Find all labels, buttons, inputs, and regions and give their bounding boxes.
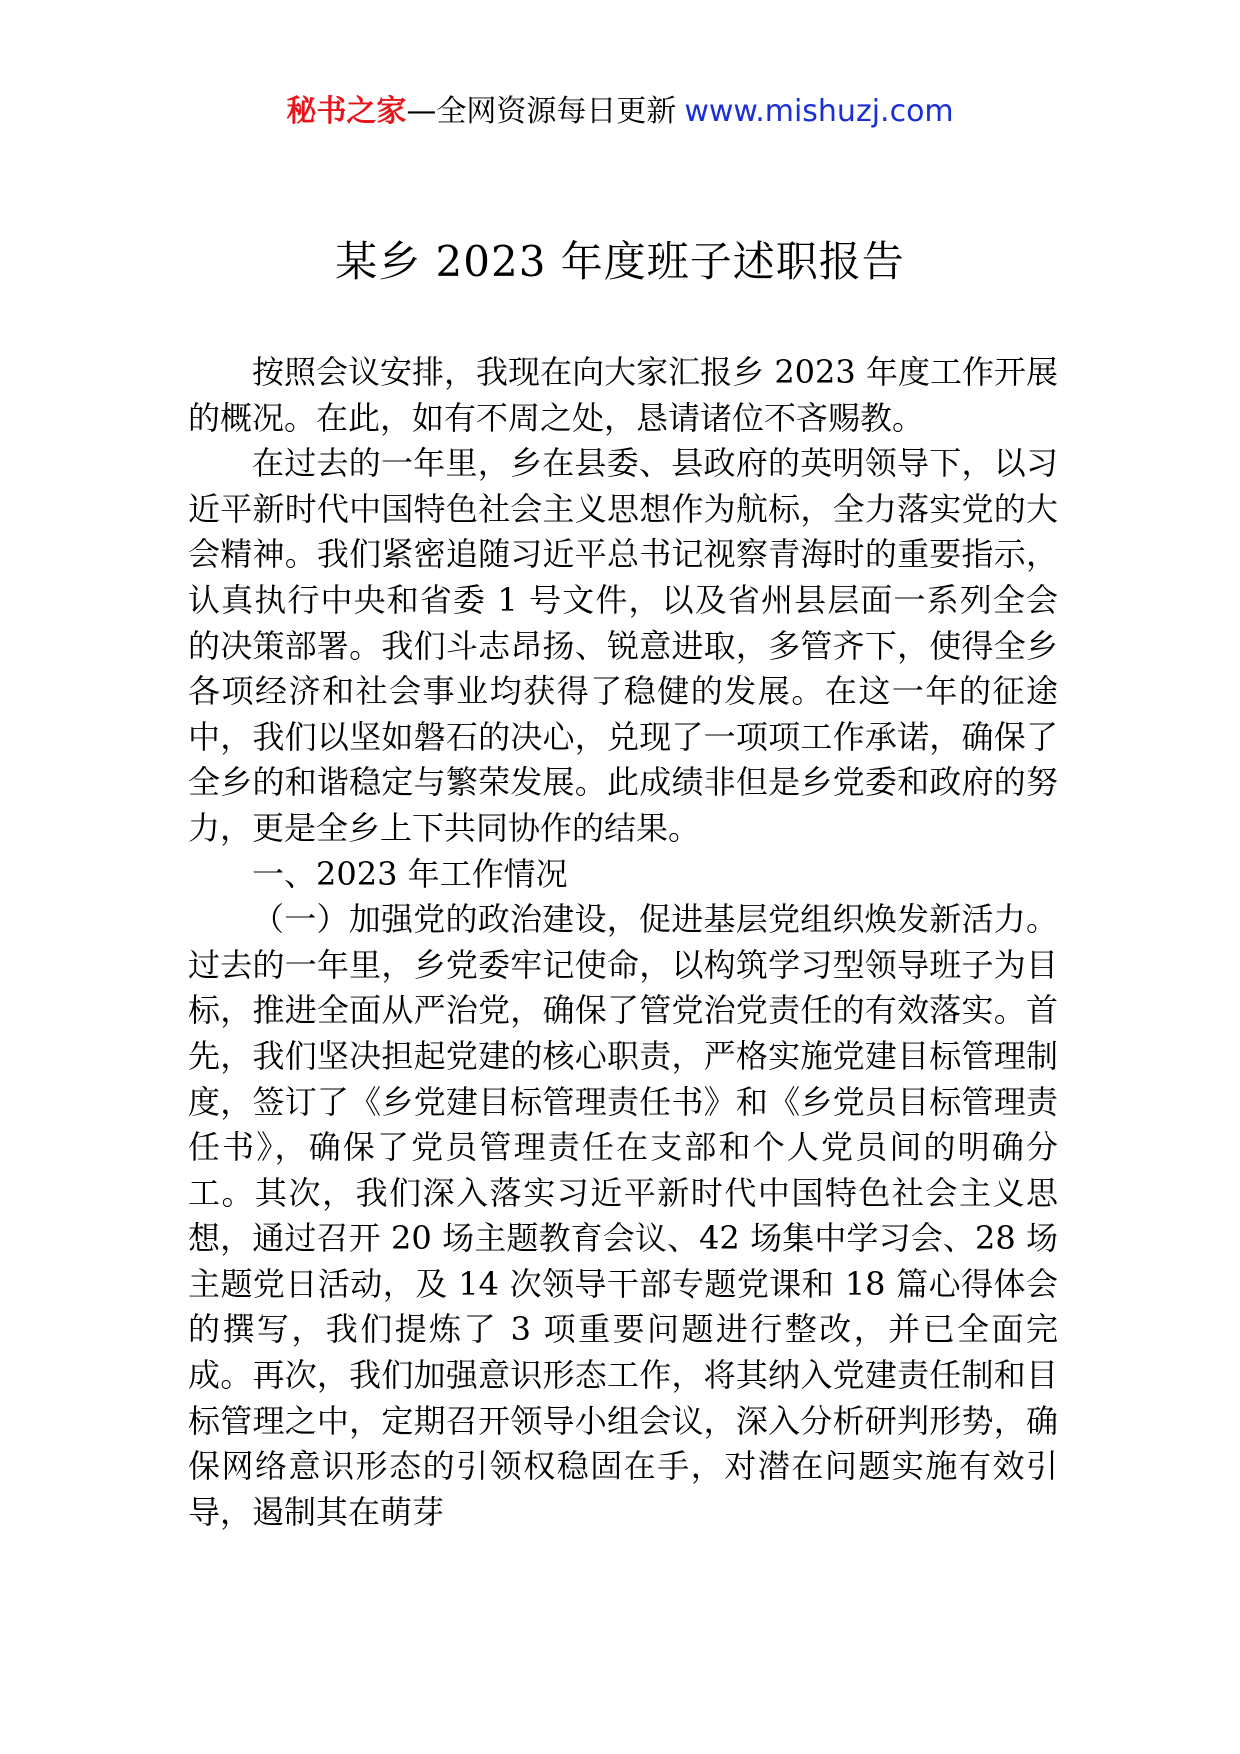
paragraph-intro: 按照会议安排，我现在向大家汇报乡 2023 年度工作开展的概况。在此，如有不周之处，恳请诸位不吝赐教。 bbox=[188, 353, 1058, 437]
document-body bbox=[188, 350, 1058, 1535]
site-url-link[interactable]: www.mishuzj.com bbox=[684, 94, 954, 129]
paragraph-party-building: （一）加强党的政治建设，促进基层党组织焕发新活力。过去的一年里，乡党委牢记使命，以构筑学习型领导班子为目标，推进全面从严治党，确保了管党治党责任的有效落实。首先，我们坚决担起党建的核心职责，严格实施党建目标管理制度，签订了《乡党建目标管理责任书》和《乡党员目标管理责任书》，确保了党员管理责任在支部和个人党员间的明确分工。其次，我们深入落实习近平新时代中国特色社会主义思想，通过召开 20 场主题教育会议、42 场集中学习会、28 场主题党日活动，及 14 次领导干部专题党课和 18 篇心得体会的撰写，我们提炼了 3 项重要问题进行整改，并已全面完成。再次，我们加强意识形态工作，将其纳入党建责任制和目标管理之中，定期召开领导小组会议，深入分析研判形势，确保网络意识形态的引领权稳固在手，对潜在问题实施有效引导，遏制其在萌芽 bbox=[188, 900, 1058, 1531]
site-header bbox=[0, 92, 1240, 132]
brand-name: 秘书之家 bbox=[286, 94, 407, 129]
section-heading: 一、2023 年工作情况 bbox=[252, 854, 568, 893]
paragraph-overview: 在过去的一年里，乡在县委、县政府的英明领导下，以习近平新时代中国特色社会主义思想作为航标，全力落实党的大会精神。我们紧密追随习近平总书记视察青海时的重要指示，认真执行中央和省委 1 号文件，以及省州县层面一系列全会的决策部署。我们斗志昂扬、锐意进取，多管齐下，使得全乡各项经济和社会事业均获得了稳健的发展。在这一年的征途中，我们以坚如磐石的决心，兑现了一项项工作承诺，确保了全乡的和谐稳定与繁荣发展。此成绩非但是乡党委和政府的努力，更是全乡上下共同协作的结果。 bbox=[188, 444, 1058, 847]
header-tagline: —全网资源每日更新 bbox=[406, 94, 677, 129]
document-title: 某乡 2023 年度班子述职报告 bbox=[335, 237, 905, 286]
